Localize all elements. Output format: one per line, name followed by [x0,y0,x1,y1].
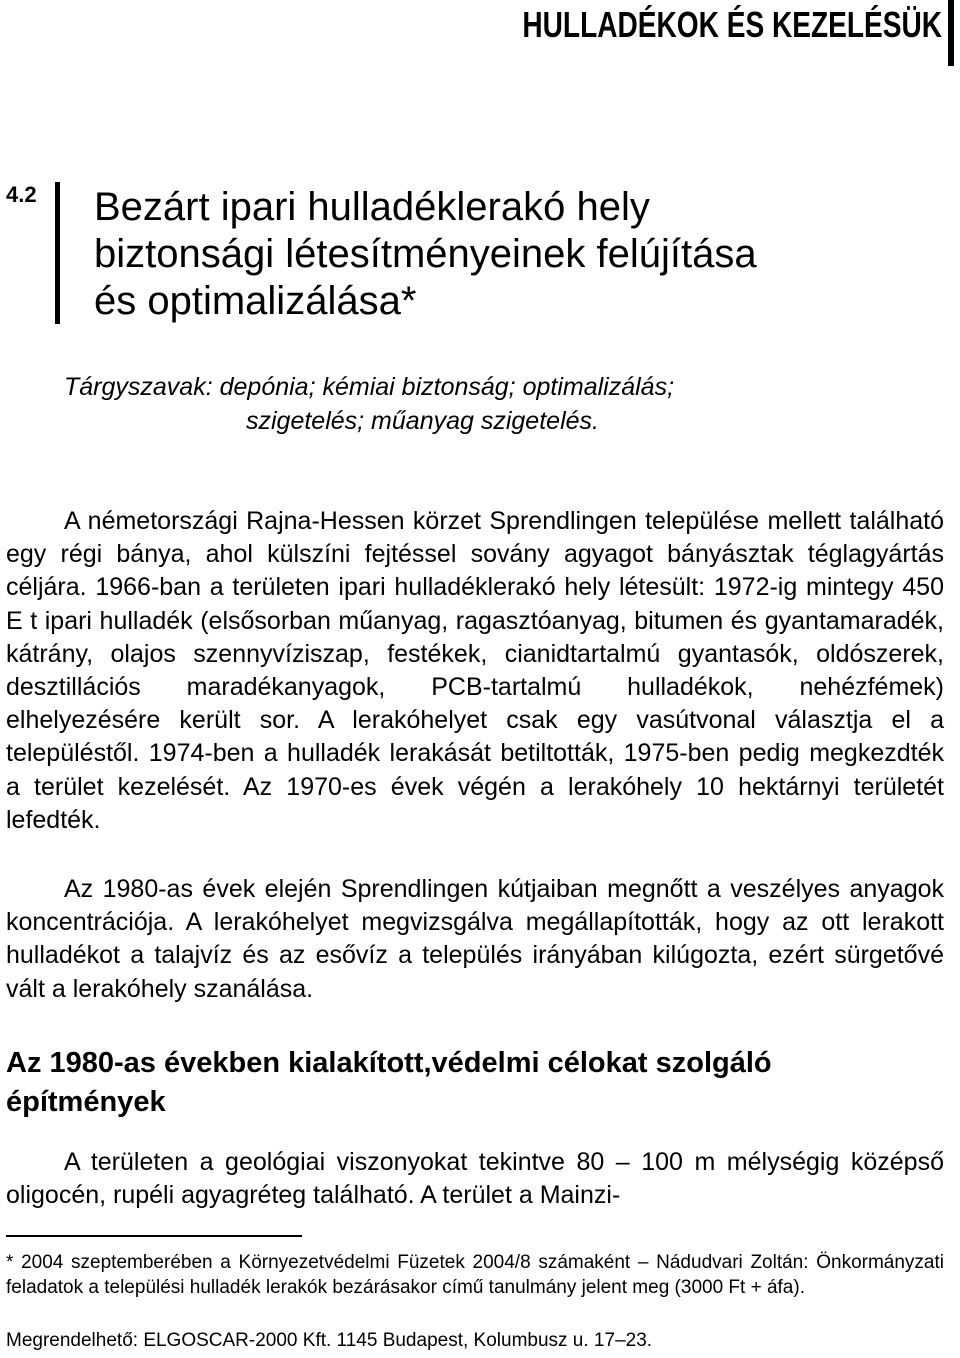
title-bar [55,182,60,324]
header-rule [948,0,954,66]
keywords-line-1: Tárgyszavak: depónia; kémiai biztonság; optimalizálás; [64,373,675,401]
paragraph-3: A területen a geológiai viszonyokat tekintve 80 – 100 m mélységig középső oligocén, rupéli agyagréteg található. A terület a Mainzi- [6,1148,944,1210]
article-title [94,184,894,325]
order-info: Megrendelhető: ELGOSCAR-2000 Kft. 1145 Budapest, Kolumbusz u. 17–23. [6,1330,653,1351]
subheading: Az 1980-as években kialakított,védelmi célokat szolgáló építmények [6,1047,772,1118]
title-line-2: biztonsági létesítményeinek felújítása [94,232,757,276]
section-number: 4.2 [6,182,37,207]
keywords [64,370,944,438]
title-line-3: és optimalizálása* [94,279,417,323]
footnote-text: * 2004 szeptemberében a Környezetvédelmi Füzetek 2004/8 számaként – Nádudvari Zoltán: Önkormányzati feladatok a települési hulladék lerakók bezárásakor című tanulmány jelent meg (3000 Ft + áfa). [6,1252,944,1298]
title-line-1: Bezárt ipari hulladéklerakó hely [94,185,650,229]
paragraph-2: Az 1980-as évek elején Sprendlingen kútjaiban megnőtt a veszélyes anyagok koncentrációja. A lerakóhelyet megvizsgálva megállapították, hogy az ott lerakott hulladékot a talajvíz és az esővíz a település irányában kilúgozta, ezért sürgetővé vált a lerakóhely szanálása. [6,875,944,1003]
keywords-line-2: szigetelés; műanyag szigetelés. [246,407,599,435]
footnote-rule [6,1235,302,1237]
running-header: HULLADÉKOK ÉS KEZELÉSÜK [522,4,942,45]
paragraph-1: A németországi Rajna-Hessen körzet Sprendlingen települése mellett található egy régi bánya, ahol külszíni fejtéssel sovány agyagot bányásztak téglagyártás céljára. 1966-ban a területen ipari hulladéklerakó hely létesült: 1972-ig mintegy 450 E t ipari hulladék (elsősorban műanyag, ragasztóanyag, bitumen és gyantamaradék, kátrány, olajos szennyvíziszap, festékek, cianidtartalmú gyantasók, oldószerek, desztillációs maradékanyagok, PCB-tartalmú hulladékok, nehézfémek) elhelyezésére került sor. A lerakóhelyet csak egy vasútvonal választja el a településtől. 1974-ben a hulladék lerakását betiltották, 1975-ben pedig megkezdték a terület kezelését. Az 1970-es évek végén a lerakóhely 10 hektárnyi területét lefedték. [6,507,944,834]
